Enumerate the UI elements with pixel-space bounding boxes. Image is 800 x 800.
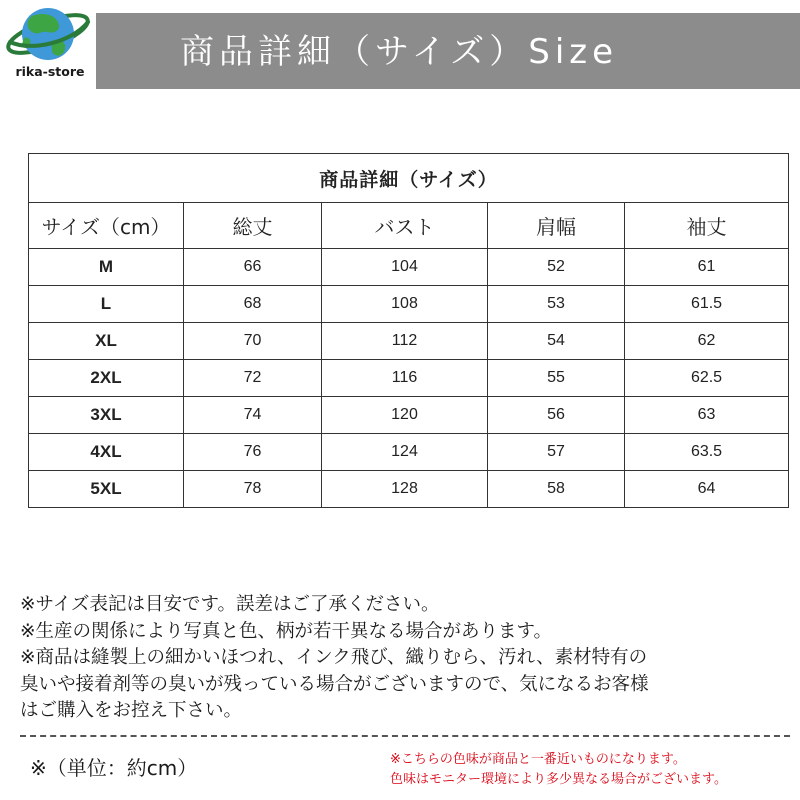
column-header-shoulder: 肩幅 (488, 203, 625, 249)
bust-cell: 124 (322, 434, 488, 471)
sleeve-cell: 62 (625, 323, 789, 360)
size-label: XL (29, 323, 184, 360)
bust-cell: 104 (322, 249, 488, 286)
table-row (29, 323, 789, 360)
size-label: 3XL (29, 397, 184, 434)
length-cell: 66 (184, 249, 322, 286)
column-header-size: サイズ（cm） (29, 203, 184, 249)
color-note-line: ※こちらの色味が商品と一番近いものになります。 (390, 752, 686, 767)
shoulder-cell: 53 (488, 286, 625, 323)
length-cell: 68 (184, 286, 322, 323)
column-header-sleeve: 袖丈 (625, 203, 789, 249)
unit-note: ※（単位：約cm） (30, 756, 198, 780)
size-label: 4XL (29, 434, 184, 471)
shoulder-cell: 54 (488, 323, 625, 360)
shoulder-cell: 58 (488, 471, 625, 508)
table-caption-row (29, 154, 789, 203)
note-line: ※生産の関係により写真と色、柄が若干異なる場合があります。 (20, 620, 553, 642)
length-cell: 78 (184, 471, 322, 508)
length-cell: 76 (184, 434, 322, 471)
bust-cell: 116 (322, 360, 488, 397)
header-banner (0, 0, 800, 90)
note-line: ※サイズ表記は目安です。誤差はご了承ください。 (20, 594, 440, 615)
length-cell: 70 (184, 323, 322, 360)
table-header-row (29, 203, 789, 249)
shoulder-cell: 52 (488, 249, 625, 286)
table-row (29, 286, 789, 323)
sleeve-cell: 62.5 (625, 360, 789, 397)
shoulder-cell: 57 (488, 434, 625, 471)
logo-text: rika-store (15, 64, 85, 79)
table-row (29, 434, 789, 471)
column-header-length: 総丈 (184, 203, 322, 249)
bust-cell: 128 (322, 471, 488, 508)
page-title: 商品詳細（サイズ）Size (180, 32, 619, 72)
size-label: 2XL (29, 360, 184, 397)
sleeve-cell: 61 (625, 249, 789, 286)
bust-cell: 108 (322, 286, 488, 323)
bust-cell: 120 (322, 397, 488, 434)
bust-cell: 112 (322, 323, 488, 360)
sleeve-cell: 64 (625, 471, 789, 508)
note-line: はご購入をお控え下さい。 (20, 700, 243, 721)
column-header-bust: バスト (322, 203, 488, 249)
dashed-divider (20, 735, 790, 737)
table-row (29, 360, 789, 397)
disclaimer-notes (20, 592, 796, 725)
table-row (29, 471, 789, 508)
size-label: L (29, 286, 184, 323)
size-table (28, 153, 789, 508)
size-label: M (29, 249, 184, 286)
sleeve-cell: 61.5 (625, 286, 789, 323)
shoulder-cell: 55 (488, 360, 625, 397)
table-row (29, 249, 789, 286)
table-row (29, 397, 789, 434)
note-line: ※商品は縫製上の細かいほつれ、インク飛び、織りむら、汚れ、素材特有の (20, 647, 648, 668)
sleeve-cell: 63 (625, 397, 789, 434)
sleeve-cell: 63.5 (625, 434, 789, 471)
note-line: 臭いや接着剤等の臭いが残っている場合がございますので、気になるお客様 (20, 673, 649, 695)
shoulder-cell: 56 (488, 397, 625, 434)
length-cell: 72 (184, 360, 322, 397)
length-cell: 74 (184, 397, 322, 434)
size-label: 5XL (29, 471, 184, 508)
table-caption: 商品詳細（サイズ） (29, 154, 789, 203)
color-notes (390, 750, 727, 790)
color-note-line: 色味はモニター環境により多少異なる場合がございます。 (390, 772, 727, 787)
